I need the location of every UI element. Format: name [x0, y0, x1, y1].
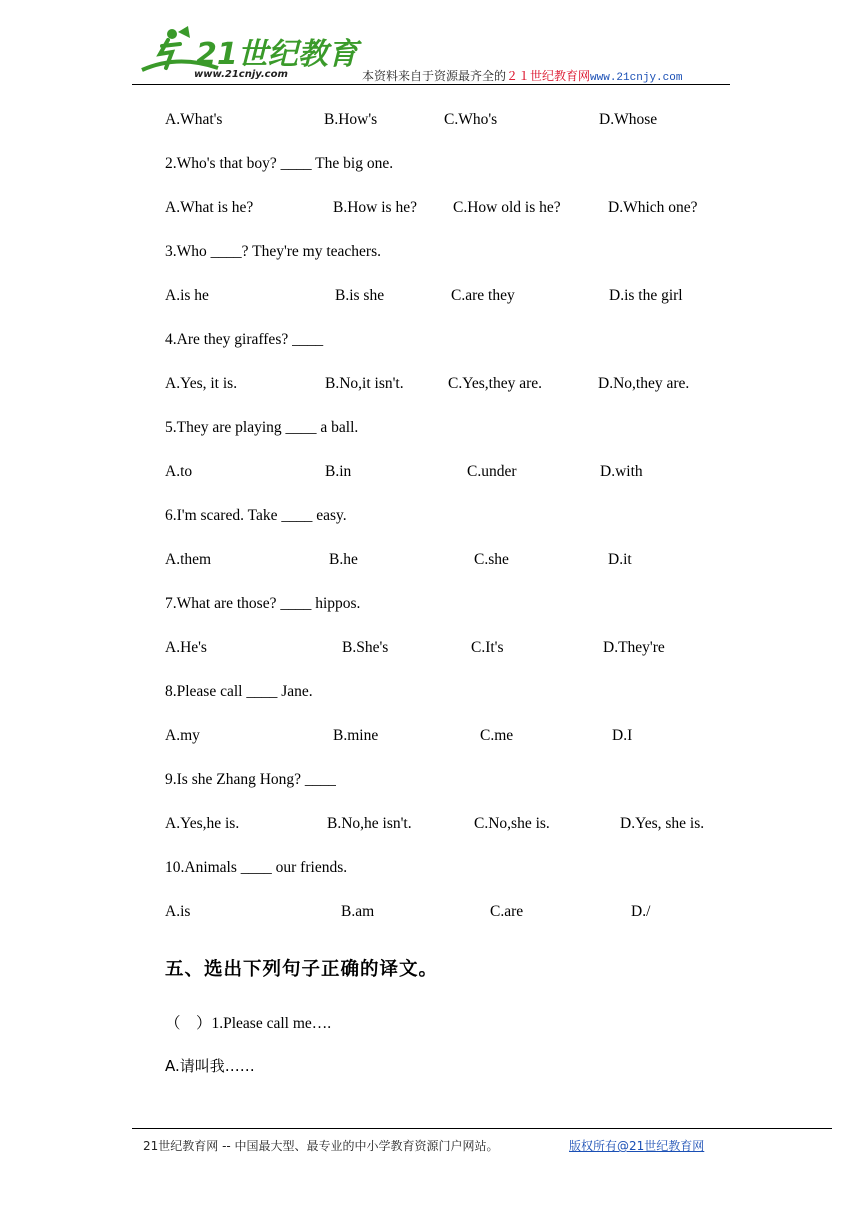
option-b: B.in	[325, 463, 352, 480]
option-a: A.is	[165, 903, 191, 920]
option-c: C.No,she is.	[474, 815, 550, 832]
option-d: D.it	[608, 551, 632, 568]
question-5: 5.They are playing ____ a ball.	[165, 419, 359, 436]
option-b: B.No,he isn't.	[327, 815, 412, 832]
option-d: D.with	[600, 463, 643, 480]
header-note: 本资料来自于资源最齐全的２１世纪教育网www.21cnjy.com	[362, 69, 683, 84]
header-site-link[interactable]: ２１世纪教育网	[506, 69, 591, 83]
option-d: D.They're	[603, 639, 665, 656]
option-a: A.Yes, it is.	[165, 375, 238, 392]
option-d: D.is the girl	[609, 287, 683, 304]
option-a: A.is he	[165, 287, 209, 304]
option-b: B.How is he?	[333, 199, 417, 216]
option-a: A.What's	[165, 111, 223, 128]
section-5-option-a: A.请叫我……	[165, 1057, 255, 1075]
option-d: D.Which one?	[608, 199, 698, 216]
header-url-link[interactable]: www.21cnjy.com	[590, 72, 683, 84]
option-a: A.He's	[165, 639, 207, 656]
option-b: B.mine	[333, 727, 379, 744]
section-5-title: 五、选出下列句子正确的译文。	[165, 959, 439, 980]
svg-text:www.21cnjy.com: www.21cnjy.com	[194, 69, 288, 80]
option-b: B.She's	[342, 639, 389, 656]
option-a: A.Yes,he is.	[165, 815, 240, 832]
option-c: C.are they	[451, 287, 515, 304]
section-5-question-1: （ ）1.Please call me….	[165, 1015, 332, 1032]
footer-divider	[132, 1128, 832, 1129]
footer-copyright-link[interactable]: 版权所有@21世纪教育网	[569, 1139, 705, 1153]
option-a: A.What is he?	[165, 199, 254, 216]
option-a: A.my	[165, 727, 200, 744]
option-b: B.How's	[324, 111, 378, 128]
question-10: 10.Animals ____ our friends.	[165, 859, 348, 876]
option-c: C.under	[467, 463, 517, 480]
option-b: B.he	[329, 551, 358, 568]
option-d: D.Whose	[599, 111, 658, 128]
site-logo	[138, 24, 358, 84]
option-b: B.No,it isn't.	[325, 375, 404, 392]
option-a: A.them	[165, 551, 212, 568]
question-6: 6.I'm scared. Take ____ easy.	[165, 507, 347, 524]
option-d: D.No,they are.	[598, 375, 690, 392]
option-c: C.Yes,they are.	[448, 375, 542, 392]
svg-text:21世纪教育: 21世纪教育	[196, 37, 358, 72]
question-4: 4.Are they giraffes? ____	[165, 331, 324, 348]
option-c: C.It's	[471, 639, 504, 656]
footer-text: 21世纪教育网 -- 中国最大型、最专业的中小学教育资源门户网站。	[143, 1139, 499, 1153]
question-3: 3.Who ____? They're my teachers.	[165, 243, 381, 260]
option-a: A.to	[165, 463, 193, 480]
option-b: B.is she	[335, 287, 385, 304]
option-c: C.Who's	[444, 111, 498, 128]
question-9: 9.Is she Zhang Hong? ____	[165, 771, 336, 788]
option-c: C.she	[474, 551, 509, 568]
option-c: C.How old is he?	[453, 199, 561, 216]
question-8: 8.Please call ____ Jane.	[165, 683, 313, 700]
option-d: D.Yes, she is.	[620, 815, 705, 832]
option-c: C.me	[480, 727, 514, 744]
option-d: D./	[631, 903, 651, 920]
question-2: 2.Who's that boy? ____ The big one.	[165, 155, 394, 172]
option-b: B.am	[341, 903, 375, 920]
option-d: D.I	[612, 727, 633, 744]
option-c: C.are	[490, 903, 524, 920]
header-divider	[132, 84, 730, 85]
question-7: 7.What are those? ____ hippos.	[165, 595, 361, 612]
